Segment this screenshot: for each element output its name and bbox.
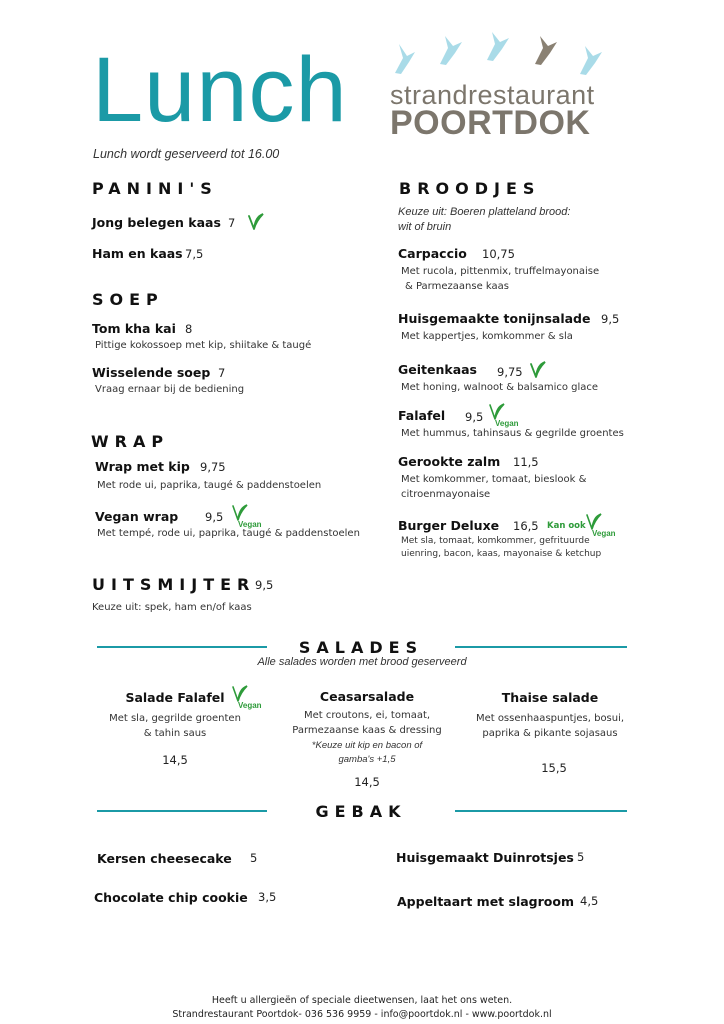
- menu-item-name: Geitenkaas: [398, 362, 477, 377]
- salad-price: 14,5: [162, 753, 188, 767]
- menu-item-description: Met rode ui, paprika, taugé & paddenstoelen: [97, 480, 322, 491]
- menu-item-name: Vegan wrap: [95, 509, 179, 524]
- menu-item-description: Met sla, tomaat, komkommer, gefrituurde: [401, 536, 590, 546]
- logo-wordmark-bottom: POORTDOK: [390, 104, 591, 142]
- salad-description: & tahin saus: [143, 728, 207, 739]
- section-title-uitsmijter: UITSMIJTER: [92, 575, 256, 594]
- menu-item-name: Wisselende soep: [92, 365, 211, 380]
- salad-note: *Keuze uit kip en bacon of: [311, 740, 423, 751]
- vegan-badge-icon: [230, 503, 266, 529]
- salad-name: Salade Falafel: [125, 690, 225, 705]
- section-title-gebak: GEBAK: [315, 802, 407, 821]
- menu-item-price: 4,5: [580, 894, 599, 908]
- menu-item-description: Met komkommer, tomaat, bieslook &: [401, 474, 587, 485]
- menu-item-price: 11,5: [513, 455, 539, 469]
- footer-allergy-note: Heeft u allergieën of speciale dieetwensen, laat het ons weten.: [211, 995, 513, 1006]
- menu-item-name: Carpaccio: [398, 246, 467, 261]
- menu-item-price: 9,5: [465, 410, 484, 424]
- menu-item-price: 7: [228, 216, 236, 230]
- serving-time-note: Lunch wordt geserveerd tot 16.00: [93, 147, 280, 161]
- svg-text:Vegan: Vegan: [495, 419, 519, 428]
- section-title-salades: SALADES: [298, 638, 424, 657]
- menu-item-description: Met tempé, rode ui, paprika, taugé & paddenstoelen: [97, 528, 360, 539]
- menu-item-name: Jong belegen kaas: [92, 215, 221, 230]
- menu-item-name: Tom kha kai: [92, 321, 176, 336]
- salad-description: Parmezaanse kaas & dressing: [292, 725, 442, 736]
- svg-text:Vegan: Vegan: [592, 529, 616, 538]
- kan-ook-label: Kan ook: [547, 521, 586, 531]
- menu-item-price: 8: [185, 322, 193, 336]
- vegetarian-leaf-icon: [527, 358, 547, 380]
- menu-item-name: Appeltaart met slagroom: [397, 894, 574, 909]
- section-title-broodjes: BROODJES: [399, 179, 541, 198]
- menu-item-description: Met honing, walnoot & balsamico glace: [401, 382, 599, 393]
- menu-item-description: citroenmayonaise: [401, 489, 491, 500]
- section-title-panini: PANINI'S: [92, 179, 218, 198]
- menu-item-description: Keuze uit: spek, ham en/of kaas: [92, 602, 252, 613]
- vegetarian-leaf-icon: [245, 210, 265, 232]
- salad-description: Met croutons, ei, tomaat,: [303, 710, 431, 721]
- logo-wordmark-top: strandrestaurant: [390, 80, 595, 110]
- divider-line: [455, 810, 627, 812]
- menu-item-price: 9,5: [255, 578, 274, 592]
- salad-description: Met ossenhaaspuntjes, bosui,: [475, 713, 625, 724]
- birds-logo-icon: [385, 28, 615, 83]
- salad-description: Met sla, gegrilde groenten: [109, 713, 241, 724]
- section-title-wrap: WRAP: [91, 432, 170, 451]
- page-title: Lunch: [92, 39, 348, 141]
- section-note: wit of bruin: [398, 221, 452, 233]
- svg-text:Vegan: Vegan: [238, 520, 262, 529]
- menu-item-price: 7,5: [185, 247, 204, 261]
- section-title-soep: SOEP: [92, 290, 164, 309]
- menu-item-price: 9,75: [200, 460, 226, 474]
- salad-name: Thaise salade: [501, 690, 599, 705]
- menu-item-price: 9,75: [497, 365, 523, 379]
- section-note: Alle salades worden met brood geserveerd: [257, 656, 467, 668]
- menu-item-name: Burger Deluxe: [398, 518, 500, 533]
- menu-item-description: Met rucola, pittenmix, truffelmayonaise: [401, 266, 600, 277]
- salad-name: Ceasarsalade: [319, 689, 415, 704]
- divider-line: [455, 646, 627, 648]
- vegan-badge-icon: [230, 684, 266, 710]
- menu-item-name: Huisgemaakt Duinrotsjes: [396, 850, 574, 865]
- salad-note: gamba's +1,5: [338, 754, 396, 765]
- salad-price: 15,5: [541, 761, 567, 775]
- menu-item-name: Kersen cheesecake: [97, 851, 232, 866]
- menu-item-price: 7: [218, 366, 226, 380]
- svg-text:Vegan: Vegan: [238, 701, 262, 710]
- menu-item-name: Falafel: [398, 408, 446, 423]
- menu-item-price: 5: [577, 850, 585, 864]
- menu-item-description: uienring, bacon, kaas, mayonaise & ketchup: [401, 549, 602, 559]
- menu-item-name: Chocolate chip cookie: [94, 890, 248, 905]
- section-note: Keuze uit: Boeren platteland brood:: [398, 206, 571, 218]
- menu-item-price: 5: [250, 851, 258, 865]
- footer-contact: Strandrestaurant Poortdok- 036 536 9959 - info@poortdok.nl - www.poortdok.nl: [172, 1009, 552, 1020]
- menu-item-price: 10,75: [482, 247, 515, 261]
- menu-item-description: Vraag ernaar bij de bediening: [95, 384, 245, 395]
- salad-price: 14,5: [354, 775, 380, 789]
- vegan-badge-icon: [487, 402, 523, 428]
- menu-item-price: 9,5: [601, 312, 620, 326]
- menu-item-description: Met kappertjes, komkommer & sla: [401, 331, 573, 342]
- menu-item-description: Pittige kokossoep met kip, shiitake & taugé: [95, 340, 312, 351]
- menu-item-name: Gerookte zalm: [398, 454, 501, 469]
- menu-item-description: & Parmezaanse kaas: [405, 281, 509, 292]
- salad-description: paprika & pikante sojasaus: [482, 728, 618, 739]
- menu-item-price: 9,5: [205, 510, 224, 524]
- menu-item-description: Met hummus, tahinsaus & gegrilde groentes: [401, 428, 624, 439]
- divider-line: [97, 810, 267, 812]
- divider-line: [97, 646, 267, 648]
- menu-item-price: 3,5: [258, 890, 277, 904]
- menu-item-price: 16,5: [513, 519, 539, 533]
- menu-item-name: Huisgemaakte tonijnsalade: [398, 311, 591, 326]
- menu-item-name: Wrap met kip: [95, 459, 190, 474]
- menu-item-name: Ham en kaas: [92, 246, 183, 261]
